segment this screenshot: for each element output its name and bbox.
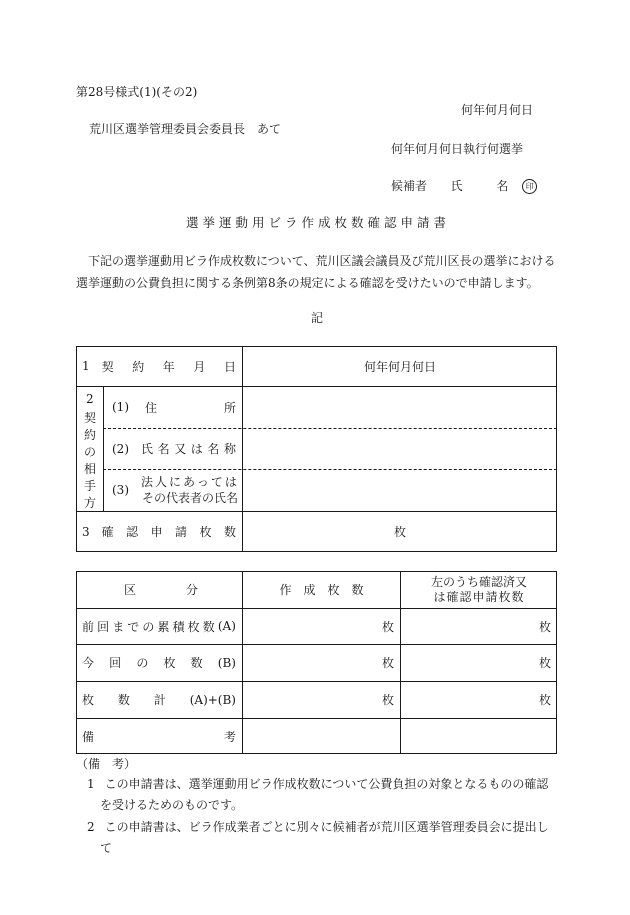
party-name-field[interactable] <box>243 428 557 469</box>
category-header <box>124 571 198 608</box>
char: の <box>83 445 96 459</box>
name-label <box>112 428 236 469</box>
sub-number: (1) <box>112 400 129 414</box>
contract-date-value: 何年何月何日 <box>363 359 436 374</box>
label-spread <box>102 523 236 540</box>
cumulative-confirmed-unit: 枚 <box>538 619 551 634</box>
note-number: 2 <box>87 820 95 834</box>
char: 分 <box>185 583 198 597</box>
sub-number: (2) <box>112 441 129 456</box>
char: 区 <box>124 583 137 597</box>
cumulative-count-label <box>82 608 236 644</box>
char: 数 <box>190 656 203 670</box>
requested-count-label <box>82 511 236 552</box>
char: で <box>127 619 140 634</box>
row-number: 1 <box>82 359 90 373</box>
confirmed-count-header <box>401 571 557 608</box>
label-spread <box>145 399 236 416</box>
label-spread <box>141 440 236 457</box>
char: 確 <box>101 525 114 539</box>
name-label-first: 氏 <box>450 179 463 193</box>
name-label-second: 名 <box>496 179 509 193</box>
remarks-label <box>82 718 236 754</box>
char: 今 <box>82 656 95 670</box>
note-text: この申請書は、ビラ作成業者ごとに別々に候補者が荒川区選挙管理委員会に提出して <box>100 820 549 855</box>
char: 数 <box>202 619 215 634</box>
cumulative-made-unit: 枚 <box>381 619 394 634</box>
char: 方 <box>83 496 96 510</box>
char: 年 <box>162 359 175 374</box>
body-paragraph: 下記の選挙運動用ビラ作成枚数について、荒川区議会議員及び荒川区長の選挙における選挙運動の公費負担に関する条例第8条の規定による確認を受けたいので申請します。 <box>76 254 556 290</box>
char: (A) <box>217 619 236 633</box>
char: 約 <box>83 428 96 442</box>
char: の <box>136 656 149 670</box>
char: 請 <box>175 525 188 539</box>
address-field[interactable] <box>243 386 557 428</box>
char: 相 <box>83 462 96 476</box>
char: 契 <box>101 359 114 374</box>
candidate-line <box>391 179 537 194</box>
seal-icon: 印 <box>522 179 537 194</box>
char: 日 <box>223 359 236 374</box>
note-item-1 <box>76 774 560 816</box>
char: 名 <box>207 442 220 456</box>
char: (A)+(B) <box>189 692 236 707</box>
representative-label <box>112 469 242 511</box>
char: 計 <box>153 693 166 707</box>
row-number: 2 <box>86 392 94 406</box>
notes-header: （備 考） <box>76 757 137 771</box>
char: 認 <box>126 525 139 539</box>
table1-subcol-divider <box>103 386 104 511</box>
char: 称 <box>223 442 236 456</box>
row-number: 3 <box>82 524 90 539</box>
document-title: 選挙運動用ビラ作成枚数確認申請書 <box>186 215 451 230</box>
note-item-2 <box>76 817 560 859</box>
contract-date-label <box>82 346 236 386</box>
contract-party-vertical-label <box>80 410 100 512</box>
char: 数 <box>223 525 236 539</box>
addressee: 荒川区選挙管理委員会委員長 あて <box>89 122 282 136</box>
two-line-label <box>141 474 239 506</box>
char: 考 <box>223 729 236 744</box>
total-confirmed-unit: 枚 <box>538 693 551 707</box>
char: 前 <box>82 619 95 634</box>
total-count-label <box>82 681 236 718</box>
note-number: 1 <box>87 777 95 791</box>
char: 住 <box>145 400 158 415</box>
char: 約 <box>132 359 145 374</box>
label-spread <box>102 358 236 375</box>
char: 月 <box>193 359 206 374</box>
char: 備 <box>82 729 95 744</box>
label-line: その代表者の氏名 <box>141 491 238 505</box>
header-line: は確認申請枚数 <box>433 589 525 604</box>
char: 数 <box>117 693 130 707</box>
total-made-unit: 枚 <box>381 693 394 707</box>
address-label <box>112 386 236 428</box>
election-name: 何年何月何日執行何選挙 <box>391 142 524 156</box>
char: 積 <box>172 619 185 634</box>
char: ま <box>112 619 125 634</box>
char: 回 <box>109 656 122 670</box>
application-date: 何年何月何日 <box>461 103 534 117</box>
char: 手 <box>83 479 96 493</box>
char: 名 <box>157 442 170 456</box>
char: 累 <box>157 619 170 634</box>
current-made-unit: 枚 <box>381 656 394 670</box>
char: 回 <box>97 619 110 634</box>
char: の <box>142 619 155 634</box>
sub-number: (3) <box>112 483 129 497</box>
char: 枚 <box>187 619 200 634</box>
char: 契 <box>83 411 96 425</box>
current-count-label <box>82 644 236 681</box>
label-line: 法人にあっては <box>141 475 239 489</box>
header-line: 左のうち確認済又 <box>430 574 527 589</box>
char: 枚 <box>82 693 95 707</box>
char: 枚 <box>199 525 212 539</box>
current-confirmed-unit: 枚 <box>538 656 551 670</box>
char: 申 <box>150 525 163 539</box>
form-number: 第28号様式(1)(その2) <box>76 85 198 99</box>
note-text: この申請書は、選挙運動用ビラ作成枚数について公費負担の対象となるものの確認を受けるためのものです。 <box>100 777 549 812</box>
remarks-field[interactable] <box>243 718 557 754</box>
char: 又 <box>174 442 187 456</box>
candidate-label: 候補者 <box>391 179 428 193</box>
ki-marker: 記 <box>311 311 324 325</box>
char: 枚 <box>163 656 176 670</box>
char: 所 <box>223 400 236 415</box>
char: (B) <box>217 655 236 670</box>
requested-count-value: 枚 <box>393 525 406 539</box>
made-count-header: 作 成 枚 数 <box>279 583 364 597</box>
char: は <box>190 442 203 456</box>
char: 氏 <box>141 442 154 456</box>
representative-field[interactable] <box>243 469 557 511</box>
